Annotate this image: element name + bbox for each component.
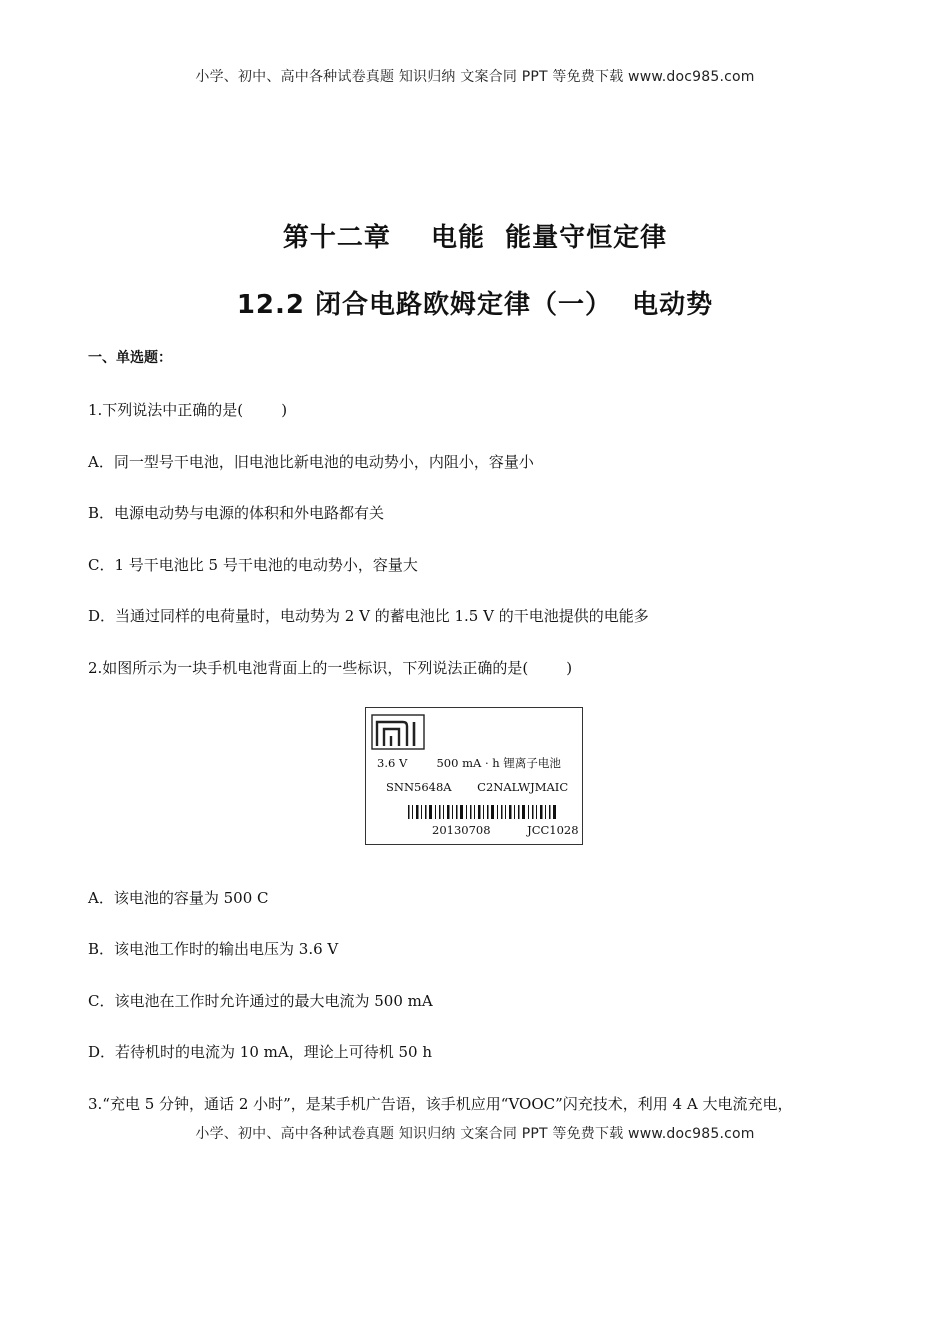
chapter-title: 第十二章 电能 能量守恒定律 — [282, 223, 668, 253]
battery-serial-line: SNN5648A C2NALWJMAIC — [386, 780, 569, 794]
barcode-icon — [408, 805, 558, 819]
question-1-option-d: D．当通过同样的电荷量时，电动势为 2 V 的蓄电池比 1.5 V 的干电池提供的电能多 — [88, 607, 649, 625]
site-banner-bottom: 小学、初中、高中各种试卷真题 知识归纳 文案合同 PPT 等免费下载 www.doc985.com — [195, 1126, 755, 1142]
section-heading: 一、单选题： — [88, 350, 172, 366]
question-2-option-b: B．该电池工作时的输出电压为 3.6 V — [88, 940, 339, 958]
battery-date-line: 20130708 JCC1028 — [432, 823, 579, 837]
question-2-stem: 2.如图所示为一块手机电池背面上的一些标识，下列说法正确的是( ) — [88, 659, 573, 677]
battery-spec-line: 3.6 V 500 mA · h 锂离子电池 — [377, 756, 561, 770]
question-1-option-b: B．电源电动势与电源的体积和外电路都有关 — [88, 504, 385, 522]
question-3-stem: 3.“充电 5 分钟，通话 2 小时”，是某手机广告语，该手机应用“VOOC”闪充技术，利用 4 A 大电流充电， — [88, 1095, 793, 1113]
mi-logo-icon — [371, 714, 425, 750]
question-2-option-d: D．若待机时的电流为 10 mA，理论上可待机 50 h — [88, 1043, 432, 1061]
question-1-option-a: A．同一型号干电池，旧电池比新电池的电动势小，内阻小，容量小 — [88, 453, 534, 471]
section-title: 12.2 闭合电路欧姆定律（一） 电动势 — [236, 290, 714, 320]
site-banner-top: 小学、初中、高中各种试卷真题 知识归纳 文案合同 PPT 等免费下载 www.doc985.com — [195, 69, 755, 85]
battery-label-figure — [365, 707, 583, 845]
question-1-stem: 1.下列说法中正确的是( ) — [88, 401, 288, 419]
question-1-option-c: C．1 号干电池比 5 号干电池的电动势小，容量大 — [88, 556, 418, 574]
question-2-option-a: A．该电池的容量为 500 C — [88, 889, 269, 907]
question-2-option-c: C．该电池在工作时允许通过的最大电流为 500 mA — [88, 992, 433, 1010]
